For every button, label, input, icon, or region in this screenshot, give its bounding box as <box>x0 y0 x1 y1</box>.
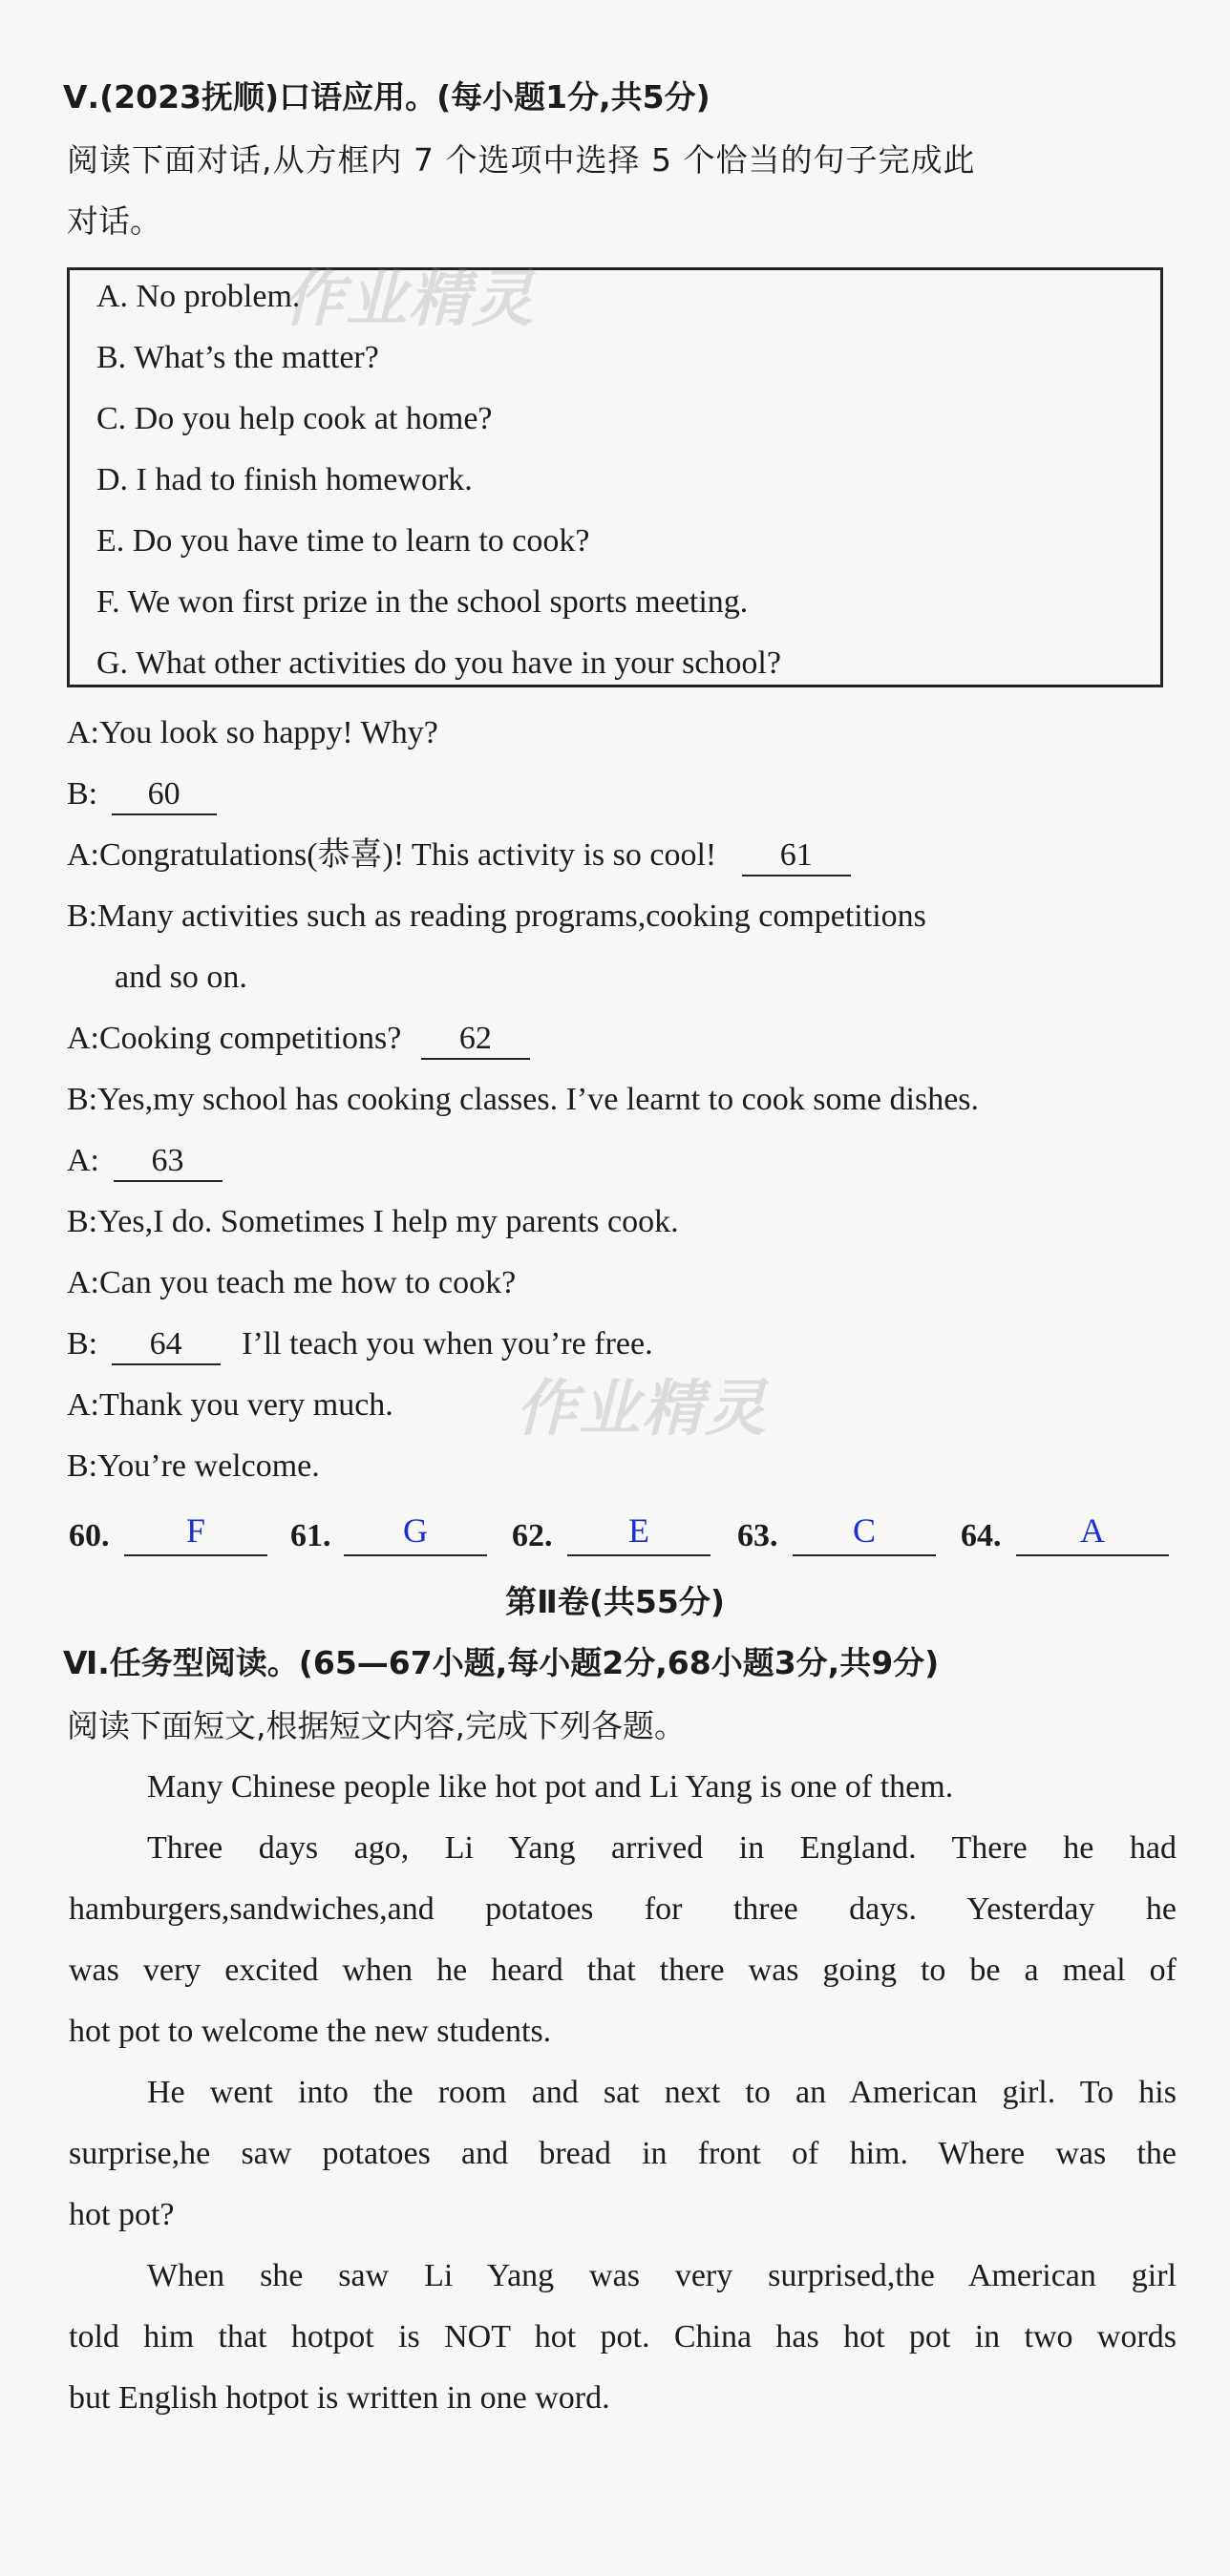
section-5-instruction-line1: 阅读下面对话,从方框内 7 个选项中选择 5 个恰当的句子完成此 <box>67 141 976 179</box>
option-f: F. We won first prize in the school sports meeting. <box>96 584 749 620</box>
blank-62: 62 <box>421 1020 530 1060</box>
passage-p4-line3: but English hotpot is written in one word. <box>69 2380 610 2416</box>
blank-61: 61 <box>742 836 851 876</box>
answer-63-number: 63. <box>737 1518 778 1553</box>
answer-63-value: C <box>852 1511 876 1550</box>
answer-64-value: A <box>1080 1511 1105 1550</box>
option-c: C. Do you help cook at home? <box>96 401 493 436</box>
speaker-a: A: <box>67 1143 99 1178</box>
dialogue-line-6: B:Yes,my school has cooking classes. I’ve learnt to cook some dishes. <box>67 1082 980 1117</box>
answer-61-number: 61. <box>290 1518 331 1553</box>
passage-p1: Many Chinese people like hot pot and Li Yang is one of them. <box>147 1769 954 1805</box>
section-5-title: Ⅴ.(2023抚顺)口语应用。(每小题1分,共5分) <box>63 78 710 116</box>
answer-64-line <box>1016 1554 1169 1556</box>
passage-p3-line2: surprise,he saw potatoes and bread in front of him. Where was the <box>69 2136 1177 2171</box>
passage-p2-line1: Three days ago, Li Yang arrived in England. There he had <box>147 1830 1177 1866</box>
passage-p3-line3: hot pot? <box>69 2197 175 2232</box>
dialogue-line-4a: B:Many activities such as reading programs,cooking competitions <box>67 898 926 934</box>
speaker-b: B: <box>67 776 98 812</box>
passage-p2-line3: was very excited when he heard that there was going to be a meal of <box>69 1953 1177 1988</box>
passage-p4-line2: told him that hotpot is NOT hot pot. China has hot pot in two words <box>69 2319 1177 2354</box>
passage-p4-line1: When she saw Li Yang was very surprised,the American girl <box>147 2258 1177 2293</box>
dialogue-line-8: B:Yes,I do. Sometimes I help my parents cook. <box>67 1204 679 1239</box>
passage-p2-line2: hamburgers,sandwiches,and potatoes for three days. Yesterday he <box>69 1891 1177 1927</box>
dialogue-line-3-text: A:Congratulations(恭喜)! This activity is so cool! <box>67 837 717 873</box>
answer-61-line <box>344 1554 487 1556</box>
dialogue-line-4b: and so on. <box>115 960 247 995</box>
speaker-b-2: B: <box>67 1326 98 1362</box>
dialogue-line-7 <box>67 1140 223 1182</box>
dialogue-line-11: A:Thank you very much. <box>67 1387 393 1423</box>
answer-63 <box>737 1511 876 1554</box>
section-6-title: Ⅵ.任务型阅读。(65—67小题,每小题2分,68小题3分,共9分) <box>63 1644 940 1681</box>
answer-63-line <box>793 1554 936 1556</box>
blank-64: 64 <box>112 1325 221 1365</box>
option-e: E. Do you have time to learn to cook? <box>96 523 590 559</box>
dialogue-line-9: A:Can you teach me how to cook? <box>67 1265 517 1300</box>
option-g: G. What other activities do you have in your school? <box>96 645 781 681</box>
answer-61-value: G <box>403 1511 428 1550</box>
dialogue-line-5-text: A:Cooking competitions? <box>67 1021 402 1056</box>
answer-62 <box>512 1511 649 1554</box>
dialogue-line-3 <box>67 834 851 876</box>
passage <box>69 1757 1177 2429</box>
blank-63: 63 <box>114 1142 223 1182</box>
passage-p3-line1: He went into the room and sat next to an American girl. To his <box>147 2075 1177 2110</box>
passage-p2-line4: hot pot to welcome the new students. <box>69 2014 552 2049</box>
option-b: B. What’s the matter? <box>96 340 379 375</box>
section-5-instruction-line2: 对话。 <box>67 202 161 240</box>
answer-62-number: 62. <box>512 1518 553 1553</box>
option-d: D. I had to finish homework. <box>96 462 473 497</box>
answer-60-line <box>124 1554 267 1556</box>
dialogue-line-1: A:You look so happy! Why? <box>67 715 438 750</box>
answer-64 <box>961 1511 1105 1554</box>
section-6-instruction: 阅读下面短文,根据短文内容,完成下列各题。 <box>67 1707 686 1744</box>
volume-2-title: 第Ⅱ卷(共55分) <box>505 1583 725 1620</box>
dialogue-line-10-text: I’ll teach you when you’re free. <box>242 1326 653 1362</box>
dialogue-line-2 <box>67 773 217 815</box>
dialogue-line-12: B:You’re welcome. <box>67 1448 320 1484</box>
answer-64-number: 64. <box>961 1518 1002 1553</box>
watermark-middle: 作业精灵 <box>516 1374 768 1445</box>
answer-62-value: E <box>628 1511 649 1550</box>
dialogue-line-5 <box>67 1018 530 1060</box>
answer-60-value: F <box>185 1511 206 1550</box>
answer-60-number: 60. <box>69 1518 110 1553</box>
answer-60 <box>69 1511 206 1554</box>
blank-60: 60 <box>112 775 217 815</box>
answer-62-line <box>567 1554 710 1556</box>
option-a: A. No problem. <box>96 279 301 314</box>
options-box <box>67 267 1163 687</box>
answer-61 <box>290 1511 428 1554</box>
watermark-top: 作业精灵 <box>283 264 535 335</box>
